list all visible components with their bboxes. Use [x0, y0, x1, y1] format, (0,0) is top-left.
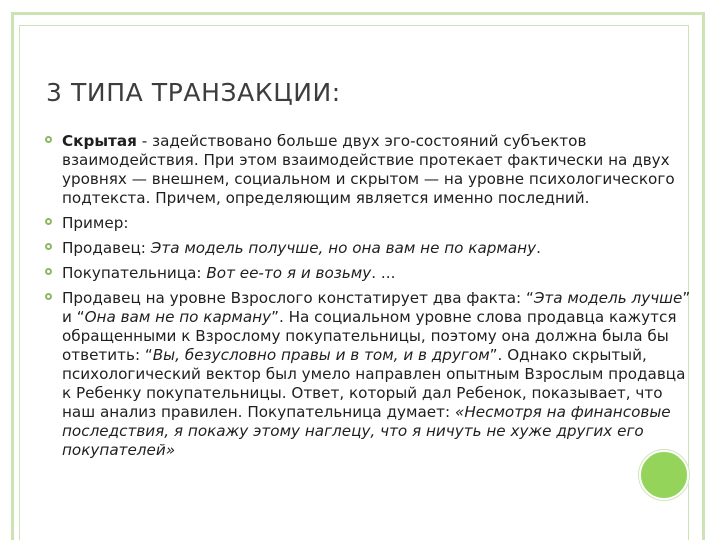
- bullet-icon: [45, 218, 52, 225]
- slide-body: [42, 132, 697, 466]
- item-suffix: . ...: [371, 264, 396, 282]
- item-text: ”. Однако скрытый, психологический вектор был умело направлен опытным Взрослым продавца к Ребенку покупательницы. Ответ, который дал Ребенок, показывает, что наш анализ правилен. Покупательница думает:: [62, 346, 686, 421]
- decorative-circle: [639, 450, 689, 500]
- bullet-icon: [45, 243, 52, 250]
- list-item: [42, 132, 697, 208]
- list-item: [42, 289, 697, 460]
- quote-text: Она вам не по карману: [84, 308, 272, 326]
- item-text: ”. На социальном уровне слова продавца кажутся обращенными к Взрослому покупательницы, поэтому она должна была бы ответить: “: [62, 308, 677, 364]
- item-suffix: .: [536, 239, 541, 257]
- bullet-icon: [45, 136, 52, 143]
- item-text: - задействовано больше двух эго-состояний субъектов взаимодействия. При этом взаимодействие протекает фактически на двух уровнях — внешнем, социальном и скрытом — на уровне психологического подтекста. Причем, определяющим является именно последний.: [62, 132, 675, 207]
- list-item: [42, 214, 697, 233]
- quote-text: Эта модель получше, но она вам не по карману: [150, 239, 537, 257]
- item-text: ” и “: [62, 289, 691, 326]
- quote-text: Вы, безусловно правы и в том, и в другом: [152, 346, 490, 364]
- term-label: Скрытая: [62, 132, 137, 150]
- item-text: Продавец на уровне Взрослого констатирует два факта: “: [62, 289, 534, 307]
- slide-title: 3 ТИПА ТРАНЗАКЦИИ:: [46, 78, 341, 107]
- speaker-label: Покупательница:: [62, 264, 207, 282]
- quote-text: Вот ее-то я и возьму: [206, 264, 372, 282]
- item-text: Пример:: [62, 214, 129, 232]
- speaker-label: Продавец:: [62, 239, 151, 257]
- list-item: [42, 264, 697, 283]
- list-item: [42, 239, 697, 258]
- quote-text: «Несмотря на финансовые последствия, я покажу этому наглецу, что я ничуть не хуже других его покупателей»: [62, 403, 671, 459]
- bullet-icon: [45, 268, 52, 275]
- quote-text: Эта модель лучше: [533, 289, 683, 307]
- bullet-icon: [45, 293, 52, 300]
